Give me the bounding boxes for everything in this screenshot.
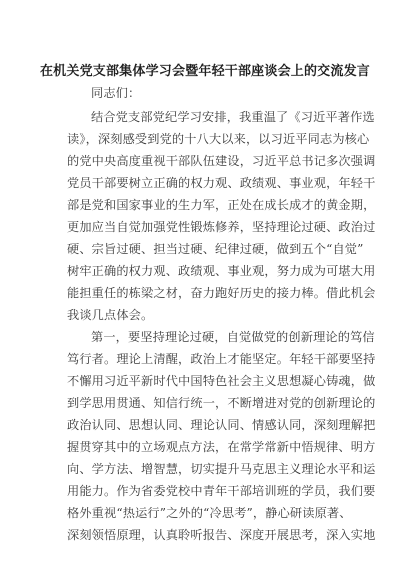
text-line: 深刻领悟原理，认真聆听报告、深度开展思考，深入实地 (67, 528, 376, 542)
text-line: 更加应当自觉加强党性锻炼修养，坚持理论过硬、政治过 (67, 220, 376, 234)
text-line: 格外重视“热运行”之外的“冷思考”，静心研读原著、 (67, 506, 352, 520)
text-line: 党员干部要树立正确的权力观、政绩观、事业观，年轻干 (67, 176, 376, 190)
text-line: 第一，要坚持理论过硬，自觉做党的创新理论的笃信 (91, 330, 375, 344)
text-line: 笃行者。理论上清醒，政治上才能坚定。年轻干部要坚持 (67, 352, 376, 366)
text-line: 硬、宗旨过硬、担当过硬、纪律过硬，做到五个“自觉” (67, 242, 364, 256)
text-line: 能担重任的栋梁之材，奋力跑好历史的接力棒。借此机会 (67, 286, 376, 300)
text-line: 向、学方法、增智慧，切实提升马克思主义理论水平和运 (67, 462, 376, 476)
text-line: 我谈几点体会。 (67, 308, 154, 322)
text-line: 树牢正确的权力观、政绩观、事业观，努力成为可堪大用 (67, 264, 376, 278)
text-line: 的党中央高度重视干部队伍建设，习近平总书记多次强调 (67, 154, 376, 168)
text-line: 到学思用贯通、知信行统一，不断增进对党的创新理论的 (67, 396, 376, 410)
text-line: 政治认同、思想认同、理论认同、情感认同，深刻理解把 (67, 418, 376, 432)
text-line: 读》，深刻感受到党的十八大以来，以习近平同志为核心 (67, 132, 370, 146)
text-line: 不懈用习近平新时代中国特色社会主义思想凝心铸魂，做 (67, 374, 376, 388)
text-line: 部是党和国家事业的生力军，正处在成长成才的黄金期， (67, 198, 376, 212)
text-line: 握贯穿其中的立场观点方法，在常学常新中悟规律、明方 (67, 440, 376, 454)
salutation: 同志们： (91, 86, 141, 100)
text-line: 用能力。作为省委党校中青年干部培训班的学员，我们要 (67, 484, 376, 498)
text-line: 结合党支部党纪学习安排，我重温了《习近平著作选 (91, 110, 375, 124)
document-title: 在机关党支部集体学习会暨年轻干部座谈会上的交流发言 (39, 64, 370, 79)
